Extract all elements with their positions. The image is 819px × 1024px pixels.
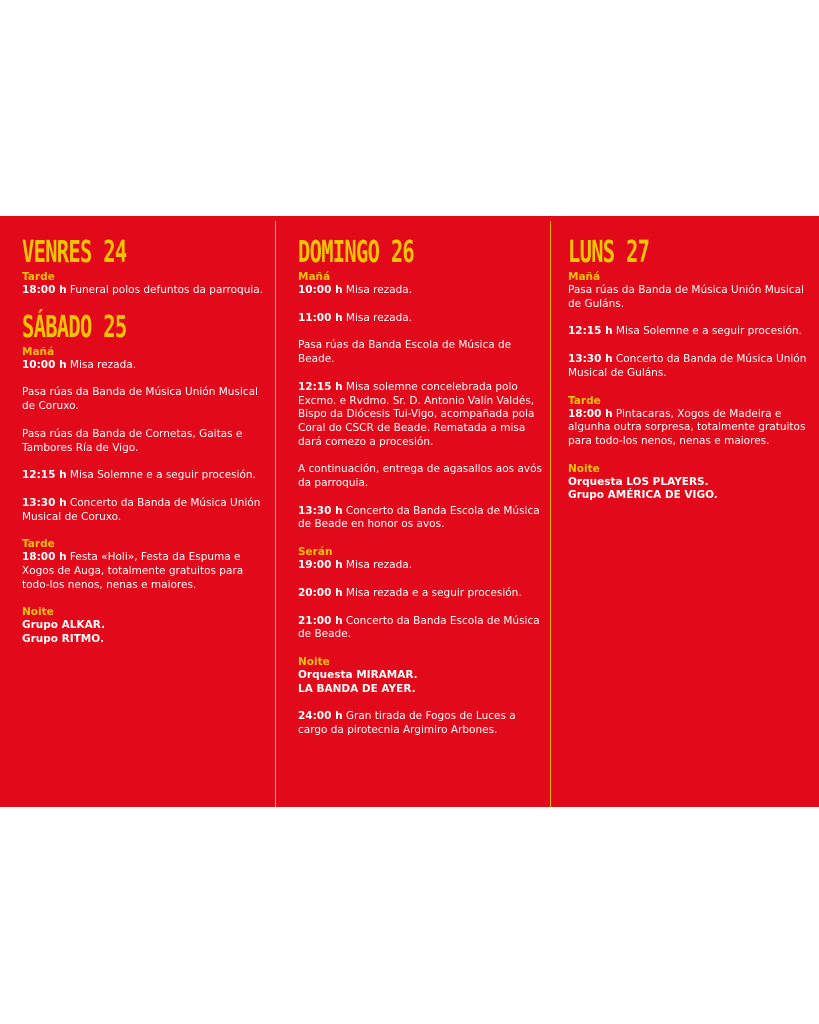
entry-time: 18:00 h bbox=[22, 551, 67, 564]
schedule-entry bbox=[22, 428, 267, 455]
period-label: Mañá bbox=[22, 345, 55, 358]
entry-text: Misa Solemne e a seguir procesión. bbox=[615, 325, 802, 338]
entry-time: 12:15 h bbox=[22, 469, 67, 482]
performer: Orquesta LOS PLAYERS. bbox=[568, 475, 709, 488]
entry-time: 20:00 h bbox=[298, 586, 343, 599]
schedule-entry bbox=[298, 463, 542, 490]
entry-time: 10:00 h bbox=[22, 358, 67, 371]
entry-text: Pintacaras, Xogos de Madeira e algunha outra sorpresa, totalmente gratuitos para todo-los nenos, nenas e maiores. bbox=[568, 407, 806, 447]
column-domingo bbox=[276, 221, 551, 807]
period-label: Tarde bbox=[22, 538, 55, 551]
performer: Orquesta MIRAMAR. bbox=[298, 668, 418, 681]
schedule-entry bbox=[298, 710, 542, 737]
period-label: Noite bbox=[298, 655, 330, 668]
schedule-entry bbox=[22, 551, 267, 592]
period-label: Tarde bbox=[568, 394, 601, 407]
period-label: Mañá bbox=[568, 271, 601, 283]
entry-text: Pasa rúas da Banda Escola de Música de Beade. bbox=[298, 339, 512, 366]
entry-time: 12:15 h bbox=[568, 325, 613, 338]
schedule-entry bbox=[298, 559, 542, 573]
entry-time: 12:15 h bbox=[298, 380, 343, 393]
entry-time: 10:00 h bbox=[298, 284, 343, 296]
schedule-entry bbox=[568, 284, 811, 311]
entry-text: Misa rezada e a seguir procesión. bbox=[345, 586, 522, 599]
program-panel bbox=[0, 216, 819, 807]
performers-list bbox=[22, 619, 267, 646]
day-title: VENRES 24 bbox=[22, 235, 127, 270]
entry-text: A continuación, entrega de agasallos aos avós da parroquia. bbox=[298, 463, 542, 490]
schedule-entry bbox=[22, 386, 267, 413]
schedule-entry bbox=[298, 505, 542, 532]
performers-list bbox=[298, 669, 542, 696]
period-label: Tarde bbox=[22, 271, 55, 283]
entry-text: Concerto da Banda de Música Unión Musical de Guláns. bbox=[568, 353, 807, 379]
performer: Grupo RITMO. bbox=[22, 633, 104, 646]
column-venres-sabado bbox=[0, 221, 276, 807]
entry-time: 18:00 h bbox=[568, 407, 613, 420]
entry-time: 13:30 h bbox=[22, 496, 67, 509]
schedule-entry bbox=[298, 381, 542, 450]
schedule-entry bbox=[22, 469, 267, 483]
entry-text: Concerto da Banda Escola de Música de Beade. bbox=[298, 614, 540, 641]
entry-text: Pasa rúas da Banda de Música Unión Musical de Coruxo. bbox=[22, 386, 258, 413]
schedule-entry bbox=[22, 497, 267, 524]
period-label: Noite bbox=[568, 462, 600, 475]
entry-text: Misa rezada. bbox=[69, 358, 137, 371]
day-title: LUNS 27 bbox=[568, 235, 650, 270]
schedule-entry bbox=[568, 325, 811, 339]
schedule-entry bbox=[298, 615, 542, 642]
entry-text: Concerto da Banda de Música Unión Musical de Coruxo. bbox=[22, 496, 261, 523]
schedule-entry bbox=[298, 312, 542, 326]
entry-text: Concerto da Banda Escola de Música de Beade en honor os avos. bbox=[298, 504, 540, 531]
entry-time: 21:00 h bbox=[298, 614, 343, 627]
entry-time: 13:30 h bbox=[568, 353, 613, 366]
entry-text: Misa rezada. bbox=[345, 311, 413, 324]
entry-text: Misa rezada. bbox=[345, 559, 413, 572]
entry-text: Misa rezada. bbox=[345, 284, 413, 296]
day-title: SÁBADO 25 bbox=[22, 309, 127, 345]
schedule-entry bbox=[298, 284, 542, 298]
column-luns bbox=[551, 221, 819, 807]
entry-text: Misa Solemne e a seguir procesión. bbox=[69, 469, 256, 482]
performer: Grupo ALKAR. bbox=[22, 619, 106, 632]
entry-time: 19:00 h bbox=[298, 559, 343, 572]
entry-time: 24:00 h bbox=[298, 710, 343, 723]
entry-time: 18:00 h bbox=[22, 284, 67, 296]
day-title: DOMINGO 26 bbox=[298, 235, 415, 270]
entry-text: Gran tirada de Fogos de Luces a cargo da pirotecnia Argimiro Arbones. bbox=[298, 710, 516, 737]
schedule-entry bbox=[298, 339, 542, 366]
schedule-entry bbox=[568, 353, 811, 380]
entry-text: Pasa rúas da Banda de Cornetas, Gaitas e Tambores Ría de Vigo. bbox=[22, 427, 243, 454]
performers-list bbox=[568, 476, 811, 503]
period-label: Serán bbox=[298, 546, 333, 559]
schedule-entry bbox=[22, 284, 267, 298]
schedule-entry bbox=[22, 359, 267, 373]
schedule-entry bbox=[568, 408, 811, 449]
performer: LA BANDA DE AYER. bbox=[298, 682, 416, 695]
entry-text: Funeral polos defuntos da parroquia. bbox=[69, 284, 264, 296]
period-label: Mañá bbox=[298, 271, 331, 283]
performer: Grupo AMÉRICA DE VIGO. bbox=[568, 489, 718, 502]
entry-text: Pasa rúas da Banda de Música Unión Musical de Guláns. bbox=[568, 284, 804, 310]
entry-text: Misa solemne concelebrada polo Excmo. e Rvdmo. Sr. D. Antonio Valín Valdés, Bispo da Diócesis Tui-Vigo, acompañada pola Coral do CSCR de Beade. Rematada a misa dará comezo a procesión. bbox=[298, 380, 535, 448]
entry-text: Festa «Holi», Festa da Espuma e Xogos de Auga, totalmente gratuitos para todo-los nenos, nenas e maiores. bbox=[22, 551, 244, 591]
period-label: Noite bbox=[22, 606, 54, 619]
entry-time: 11:00 h bbox=[298, 311, 343, 324]
schedule-entry bbox=[298, 587, 542, 601]
entry-time: 13:30 h bbox=[298, 504, 343, 517]
